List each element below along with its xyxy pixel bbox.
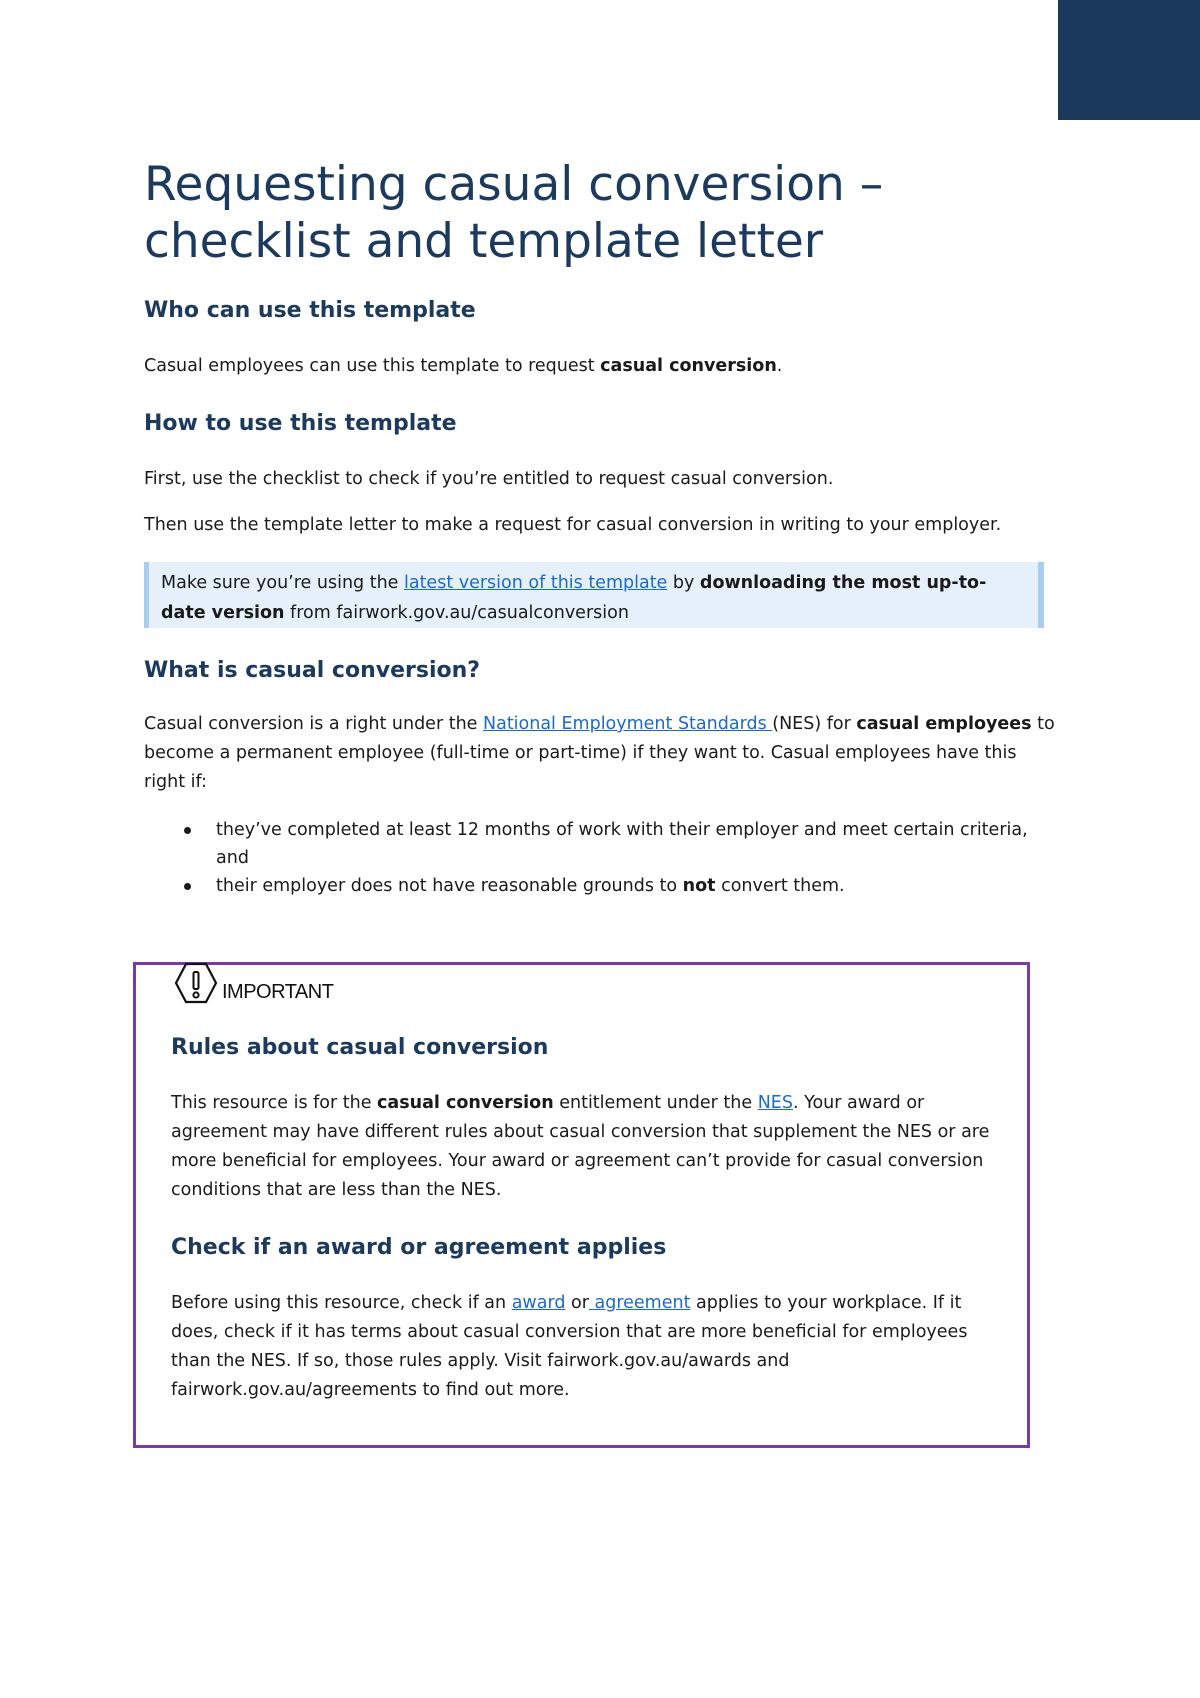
bullet-icon xyxy=(184,827,191,834)
list-item: their employer does not have reasonable grounds to not convert them. xyxy=(144,872,1060,900)
how-paragraph-1: First, use the checklist to check if you’re entitled to request casual conversion. xyxy=(144,469,834,489)
award-link[interactable]: award xyxy=(511,1293,566,1313)
important-callout xyxy=(133,962,1030,1448)
what-paragraph: Casual conversion is a right under the National Employment Standards (NES) for casual employees to become a permanent employee (full-time or part-time) if they want to. Casual employees have this right if: xyxy=(144,714,1055,792)
heading-rules: Rules about casual conversion xyxy=(171,1035,549,1060)
how-paragraph-2: Then use the template letter to make a request for casual conversion in writing to your employer. xyxy=(144,515,1002,535)
latest-version-link[interactable]: latest version of this template xyxy=(403,573,668,593)
criteria-list xyxy=(144,816,1060,900)
tip-callout: Make sure you’re using the latest version of this template by downloading the most up-to-date version from fairwork.gov.au/casualconversion xyxy=(144,562,1044,628)
corner-decoration xyxy=(1058,0,1200,120)
page-title: Requesting casual conversion – checklist and template letter xyxy=(144,157,884,269)
who-paragraph: Casual employees can use this template to request casual conversion. xyxy=(144,356,783,376)
agreement-link[interactable]: agreement xyxy=(588,1293,691,1313)
heading-check: Check if an award or agreement applies xyxy=(171,1235,667,1260)
rules-paragraph: This resource is for the casual conversion entitlement under the NES. Your award or agreement may have different rules about casual conversion that supplement the NES or are more beneficial for employees. Your award or agreement can’t provide for casual conversion conditions that are less than the NES. xyxy=(171,1093,990,1200)
check-paragraph: Before using this resource, check if an award or agreement applies to your workplace. If it does, check if it has terms about casual conversion that are more beneficial for employees than the NES. If so, those rules apply. Visit fairwork.gov.au/awards and fairwork.gov.au/agreements to find out more. xyxy=(171,1293,968,1400)
important-label: IMPORTANT xyxy=(222,981,334,1003)
heading-who: Who can use this template xyxy=(144,298,476,323)
bullet-icon xyxy=(184,883,191,890)
warning-octagon-icon xyxy=(172,961,220,1005)
heading-what: What is casual conversion? xyxy=(144,658,481,683)
nes-link[interactable]: National Employment Standards xyxy=(483,714,773,734)
list-item: they’ve completed at least 12 months of work with their employer and meet certain criteria, and xyxy=(144,816,1060,872)
nes-box-link[interactable]: NES xyxy=(757,1093,793,1113)
heading-how: How to use this template xyxy=(144,411,457,436)
